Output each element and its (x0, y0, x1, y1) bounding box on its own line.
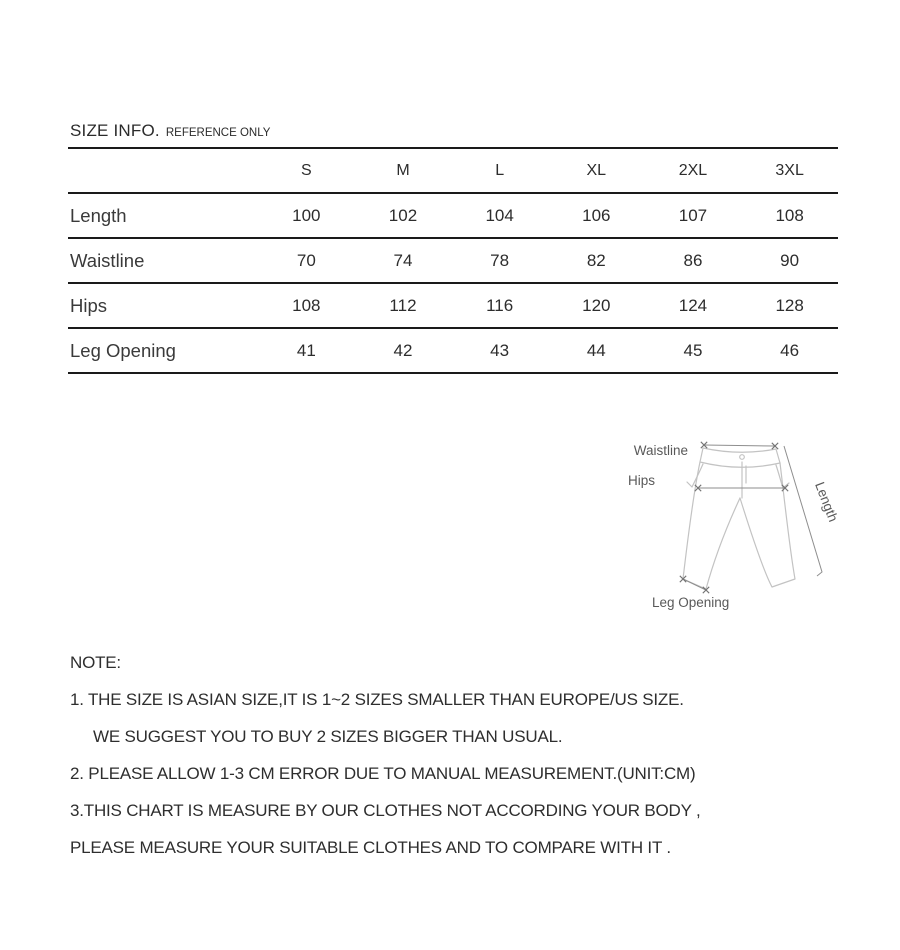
size-value-cell: 82 (586, 250, 606, 270)
note-line-5: PLEASE MEASURE YOUR SUITABLE CLOTHES AND TO COMPARE WITH IT . (70, 838, 671, 857)
pants-measurement-diagram (600, 425, 860, 625)
size-value-cell: 100 (292, 205, 321, 225)
size-info-subtitle: REFERENCE ONLY (165, 127, 271, 139)
size-value-cell: 116 (486, 295, 514, 315)
section-title (70, 121, 270, 141)
size-value-cell: 46 (780, 340, 800, 360)
size-value-cell: 104 (485, 205, 514, 225)
size-value-cell: 43 (490, 340, 510, 360)
size-table-header-row (68, 148, 838, 193)
note-line-4: 3.THIS CHART IS MEASURE BY OUR CLOTHES NOT ACCORDING YOUR BODY , (70, 801, 701, 820)
empty-header-cell (68, 148, 258, 193)
size-value-cell: 90 (780, 250, 800, 270)
row-label-waistline: Waistline (70, 249, 145, 271)
size-value-cell: 107 (678, 205, 708, 225)
column-header-xl: XL (586, 161, 607, 179)
size-value-cell: 74 (393, 250, 413, 270)
size-value-cell: 42 (393, 340, 413, 360)
note-line-3: 2. PLEASE ALLOW 1-3 CM ERROR DUE TO MANUAL MEASUREMENT.(UNIT:CM) (70, 764, 696, 783)
size-info-title: SIZE INFO. (70, 121, 160, 140)
size-table (68, 147, 838, 374)
column-header-2xl: 2XL (678, 161, 708, 179)
notes-section (70, 653, 701, 857)
size-value-cell: 86 (683, 250, 703, 270)
size-value-cell: 108 (775, 205, 804, 225)
size-value-cell: 128 (775, 295, 804, 315)
table-row-hips (68, 283, 838, 328)
note-line-1: 1. THE SIZE IS ASIAN SIZE,IT IS 1~2 SIZES SMALLER THAN EUROPE/US SIZE. (70, 690, 684, 709)
size-value-cell: 78 (490, 250, 510, 270)
table-row-leg-opening (68, 328, 838, 373)
size-value-cell: 70 (296, 250, 316, 270)
notes-heading: NOTE: (70, 653, 121, 672)
column-header-s: S (300, 161, 312, 179)
measurement-lines (680, 442, 822, 593)
size-value-cell: 44 (586, 340, 606, 360)
pants-diagram-svg (600, 425, 860, 625)
size-value-cell: 112 (389, 295, 417, 315)
table-row-length (68, 193, 838, 238)
diagram-label-leg-opening: Leg Opening (652, 595, 730, 610)
table-row-waistline (68, 238, 838, 283)
column-header-m: M (396, 161, 410, 179)
size-value-cell: 108 (292, 295, 321, 315)
column-header-3xl: 3XL (775, 161, 804, 179)
pants-outline-drawing (683, 448, 795, 589)
size-value-cell: 124 (678, 295, 708, 315)
note-line-2: WE SUGGEST YOU TO BUY 2 SIZES BIGGER THAN USUAL. (93, 727, 563, 746)
size-value-cell: 41 (296, 340, 316, 360)
size-value-cell: 106 (582, 205, 611, 225)
row-label-hips: Hips (70, 294, 108, 316)
size-value-cell: 120 (582, 295, 611, 315)
size-value-cell: 45 (683, 340, 703, 360)
diagram-label-length: Length (812, 479, 841, 524)
row-label-leg-opening: Leg Opening (70, 339, 176, 361)
diagram-label-hips: Hips (628, 473, 656, 488)
row-label-length: Length (70, 204, 127, 226)
column-header-l: L (495, 161, 505, 179)
size-value-cell: 102 (388, 205, 418, 225)
diagram-label-waistline: Waistline (633, 443, 688, 458)
